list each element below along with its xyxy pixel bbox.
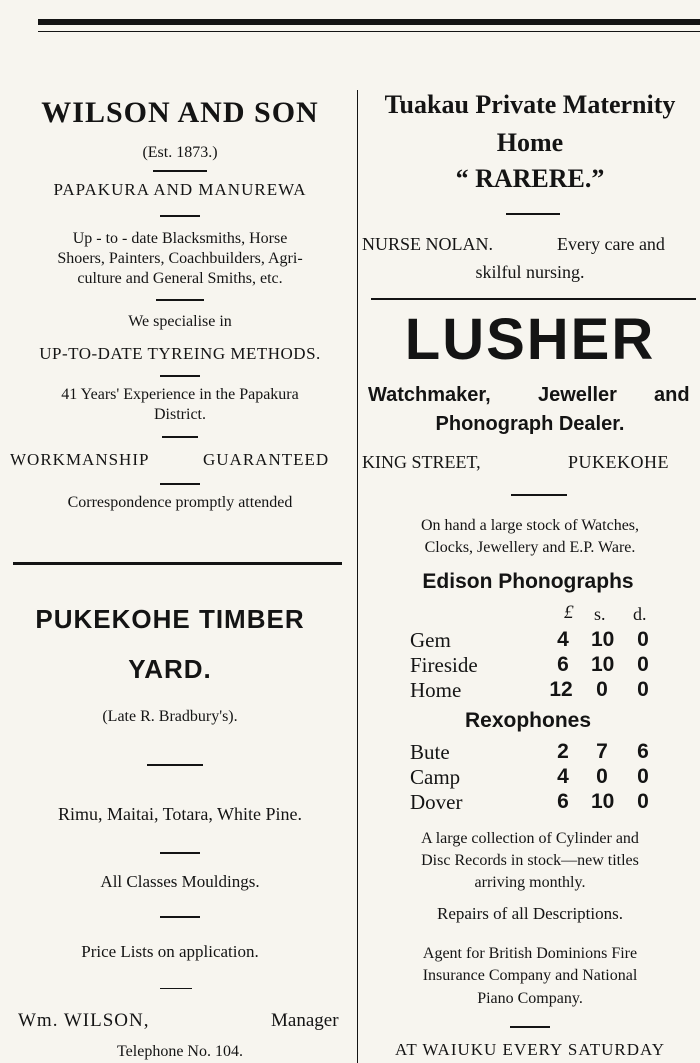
divider: [160, 916, 200, 918]
price-row-bute: [410, 740, 670, 764]
lusher-agent-3: Piano Company.: [477, 990, 583, 1007]
wilson-tyreing: UP-TO-DATE TYREING METHODS.: [39, 344, 321, 363]
divider: [160, 988, 192, 989]
maternity-name: “ RARERE.”: [455, 164, 605, 193]
lusher-trade-1c: and: [654, 384, 690, 406]
lusher-trade-2: Phonograph Dealer.: [435, 413, 625, 435]
item-pounds: 12: [549, 678, 573, 701]
maternity-title-1: Tuakau Private Maternity: [384, 90, 676, 119]
lusher-agent-1: Agent for British Dominions Fire: [422, 945, 638, 962]
top-rule-thick: [38, 19, 700, 25]
wilson-experience-2: District.: [154, 406, 206, 423]
top-rule-thin: [38, 31, 700, 32]
rexophones-heading: Rexophones: [464, 709, 592, 732]
item-name: Fireside: [410, 653, 478, 677]
item-pence: 0: [637, 653, 649, 676]
lusher-records-2: Disc Records in stock—new titles: [421, 852, 639, 869]
item-pence: 0: [637, 628, 649, 651]
item-pence: 0: [637, 678, 649, 701]
item-name: Gem: [410, 628, 451, 652]
currency-shillings: s.: [594, 604, 606, 624]
item-shillings: 0: [596, 765, 608, 788]
item-shillings: 10: [591, 790, 615, 813]
item-pounds: 4: [557, 628, 569, 651]
divider: [160, 483, 200, 485]
divider: [162, 436, 198, 438]
wilson-trades-2: Shoers, Painters, Coachbuilders, Agri-: [57, 250, 303, 267]
timber-manager-name: Wm. WILSON,: [18, 1010, 150, 1031]
currency-pence: d.: [633, 604, 647, 624]
item-shillings: 10: [591, 653, 615, 676]
column-divider: [357, 90, 358, 1063]
section-rule-left: [13, 562, 342, 565]
item-name: Dover: [410, 790, 463, 814]
item-shillings: 0: [596, 678, 608, 701]
wilson-est: (Est. 1873.): [142, 144, 218, 161]
maternity-nurse-b: Every care and: [557, 234, 665, 254]
timber-title-2: YARD.: [128, 654, 212, 684]
divider: [160, 375, 200, 377]
timber-price-lists: Price Lists on application.: [81, 942, 259, 961]
lusher-trade-1a: Watchmaker,: [368, 384, 491, 406]
item-pounds: 4: [557, 765, 569, 788]
divider: [511, 494, 567, 496]
lusher-records-3: arriving monthly.: [474, 874, 586, 891]
maternity-nurse-a: NURSE NOLAN.: [362, 234, 494, 254]
timber-title-1: PUKEKOHE TIMBER: [35, 604, 305, 634]
maternity-title-2: Home: [496, 128, 564, 157]
divider: [160, 852, 200, 854]
item-pounds: 6: [557, 653, 569, 676]
item-shillings: 7: [596, 740, 608, 763]
lusher-stock-1: On hand a large stock of Watches,: [420, 517, 640, 534]
item-name: Camp: [410, 765, 461, 789]
wilson-location: PAPAKURA AND MANUREWA: [53, 180, 307, 199]
lusher-stock-2: Clocks, Jewellery and E.P. Ware.: [424, 539, 636, 556]
divider: [147, 764, 203, 766]
item-pence: 0: [637, 765, 649, 788]
item-name: Home: [410, 678, 462, 702]
lusher-agent-2: Insurance Company and National: [422, 967, 638, 984]
divider: [156, 299, 204, 301]
wilson-specialise: We specialise in: [128, 313, 232, 330]
divider: [160, 215, 200, 217]
divider: [153, 170, 207, 172]
timber-late: (Late R. Bradbury's).: [102, 708, 238, 725]
price-row-fireside: [410, 653, 670, 677]
edison-heading: Edison Phonographs: [422, 570, 634, 593]
section-rule-right: [371, 298, 696, 300]
lusher-street: KING STREET,: [362, 452, 481, 472]
lusher-waiuku: AT WAIUKU EVERY SATURDAY: [394, 1040, 666, 1059]
lusher-repairs: Repairs of all Descriptions.: [436, 904, 623, 923]
item-pounds: 2: [557, 740, 569, 763]
timber-woods: Rimu, Maitai, Totara, White Pine.: [57, 804, 303, 824]
lusher-trade-1b: Jeweller: [538, 384, 617, 406]
timber-telephone: Telephone No. 104.: [117, 1043, 243, 1060]
item-shillings: 10: [591, 628, 615, 651]
price-row-gem: [410, 628, 670, 652]
wilson-trades-3: culture and General Smiths, etc.: [77, 270, 283, 287]
lusher-town: PUKEKOHE: [568, 452, 669, 472]
wilson-trades-1: Up - to - date Blacksmiths, Horse: [72, 230, 288, 247]
divider: [510, 1026, 550, 1028]
wilson-title: WILSON AND SON: [41, 96, 319, 129]
lusher-title: LUSHER: [404, 307, 656, 372]
item-pence: 0: [637, 790, 649, 813]
timber-mouldings: All Classes Mouldings.: [100, 872, 260, 891]
wilson-guarantee-b: GUARANTEED: [203, 450, 330, 469]
wilson-experience-1: 41 Years' Experience in the Papakura: [61, 386, 299, 403]
wilson-correspondence: Correspondence promptly attended: [67, 494, 293, 511]
item-pounds: 6: [557, 790, 569, 813]
maternity-nurse-c: skilful nursing.: [475, 262, 585, 282]
wilson-guarantee-a: WORKMANSHIP: [10, 450, 150, 469]
item-name: Bute: [410, 740, 450, 764]
price-row-camp: [410, 765, 670, 789]
price-row-dover: [410, 790, 670, 814]
divider: [506, 213, 560, 215]
timber-manager-title: Manager: [271, 1010, 339, 1031]
price-row-home: [410, 678, 670, 702]
item-pence: 6: [637, 740, 649, 763]
lusher-records-1: A large collection of Cylinder and: [421, 830, 639, 847]
currency-pounds: £: [564, 602, 574, 623]
